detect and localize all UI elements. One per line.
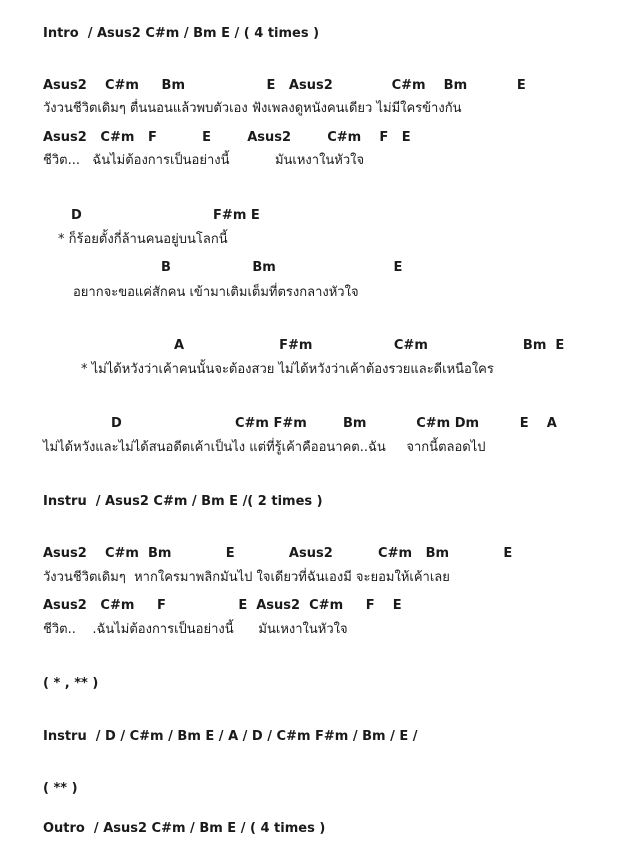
verse1-lyric-1: วังวนชีวิตเดิมๆ ตื่นนอนแล้วพบตัวเอง ฟังเพลงดูหนังคนเดียว ไม่มีใครข้างกัน xyxy=(43,101,462,116)
prechorus-chords-1: D F#m E xyxy=(71,208,260,223)
intro-line: Intro / Asus2 C#m / Bm E / ( 4 times ) xyxy=(43,26,320,41)
chorus-chords-2: D C#m F#m Bm C#m Dm E A xyxy=(111,416,557,431)
prechorus-lyric-1: * ก็ร้อยตั้งกี่ล้านคนอยู่บนโลกนี้ xyxy=(58,232,228,247)
verse2-chords-1: Asus2 C#m Bm E Asus2 C#m Bm E xyxy=(43,546,513,561)
repeat-marker-2: ( ** ) xyxy=(43,781,78,796)
repeat-marker-1: ( * , ** ) xyxy=(43,676,99,691)
instru-line-2: Instru / D / C#m / Bm E / A / D / C#m F#m / Bm / E / xyxy=(43,729,418,744)
verse1-chords-2: Asus2 C#m F E Asus2 C#m F E xyxy=(43,130,411,145)
verse2-lyric-2: ชีวิต.. .ฉันไม่ต้องการเป็นอย่างนี้ มันเหงาในหัวใจ xyxy=(43,622,348,637)
verse2-lyric-1: วังวนชีวิตเดิมๆ หากใครมาพลิกมันไป ใจเดียวที่ฉันเองมี จะยอมให้เค้าเลย xyxy=(43,570,450,585)
outro-line: Outro / Asus2 C#m / Bm E / ( 4 times ) xyxy=(43,821,326,836)
chorus-lyric-2: ไม่ได้หวังและไม่ได้สนอดีตเค้าเป็นไง แต่ที่รู้เค้าคืออนาคต..ฉัน จากนี้ตลอดไป xyxy=(43,440,486,455)
prechorus-chords-2: B Bm E xyxy=(161,260,403,275)
chorus-lyric-1: * ไม่ได้หวังว่าเค้าคนนั้นจะต้องสวย ไม่ได้หวังว่าเค้าต้องรวยและดีเหนือใคร xyxy=(81,362,494,377)
chorus-chords-1: A F#m C#m Bm E xyxy=(174,338,565,353)
prechorus-lyric-2: อยากจะขอแค่สักคน เข้ามาเติมเต็มที่ตรงกลางหัวใจ xyxy=(73,285,359,300)
instru-line-1: Instru / Asus2 C#m / Bm E /( 2 times ) xyxy=(43,494,323,509)
verse1-lyric-2: ชีวิต... ฉันไม่ต้องการเป็นอย่างนี้ มันเหงาในหัวใจ xyxy=(43,153,365,168)
verse1-chords-1: Asus2 C#m Bm E Asus2 C#m Bm E xyxy=(43,78,526,93)
verse2-chords-2: Asus2 C#m F E Asus2 C#m F E xyxy=(43,598,402,613)
